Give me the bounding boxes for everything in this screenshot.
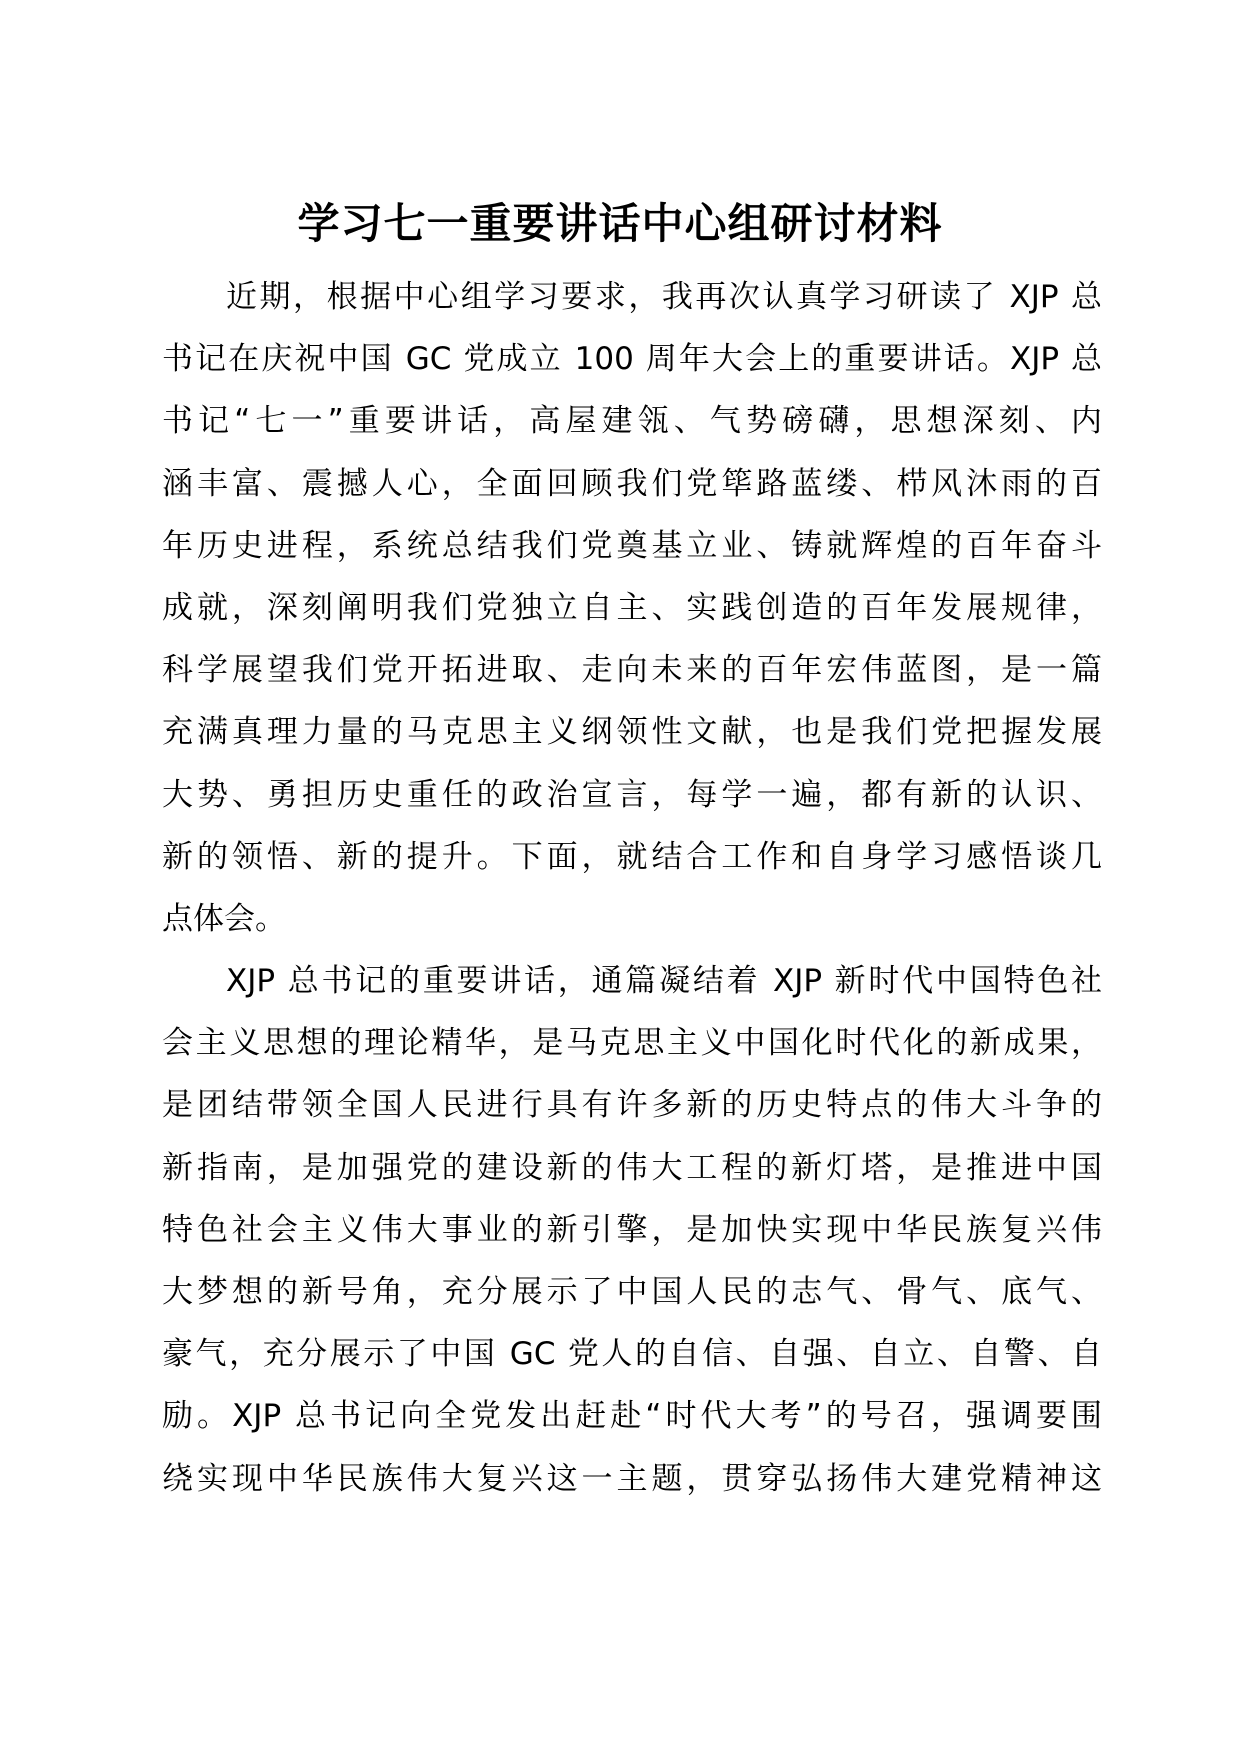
text-line: 大势、勇担历史重任的政治宣言，每学一遍，都有新的认识、 (162, 776, 1102, 813)
text-line: 新指南，是加强党的建设新的伟大工程的新灯塔，是推进中国 (162, 1149, 1102, 1186)
paragraph-2 (162, 950, 1102, 1510)
text-line: 涵丰富、震撼人心，全面回顾我们党筚路蓝缕、栉风沐雨的百 (162, 465, 1102, 502)
text-line: 会主义思想的理论精华，是马克思主义中国化时代化的新成果， (162, 1025, 1102, 1062)
text-line: 大梦想的新号角，充分展示了中国人民的志气、骨气、底气、 (162, 1274, 1102, 1310)
text-line: 新的领悟、新的提升。下面，就结合工作和自身学习感悟谈几 (162, 838, 1102, 875)
text-line: 豪气，充分展示了中国 GC 党人的自信、自强、自立、自警、自 (162, 1336, 1102, 1373)
text-line: 科学展望我们党开拓进取、走向未来的百年宏伟蓝图，是一篇 (162, 652, 1102, 689)
text-line: 书记在庆祝中国 GC 党成立 100 周年大会上的重要讲话。XJP 总 (162, 341, 1102, 378)
text-line: 是团结带领全国人民进行具有许多新的历史特点的伟大斗争的 (162, 1087, 1102, 1124)
text-line: 点体会。 (162, 900, 286, 937)
paragraph-1 (162, 266, 1102, 950)
text-line: 成就，深刻阐明我们党独立自主、实践创造的百年发展规律， (162, 589, 1102, 626)
text-line: 书记“七一”重要讲话，高屋建瓴、气势磅礴，思想深刻、内 (162, 403, 1102, 440)
text-line: 绕实现中华民族伟大复兴这一主题，贯穿弘扬伟大建党精神这 (162, 1460, 1102, 1497)
text-line: 特色社会主义伟大事业的新引擎，是加快实现中华民族复兴伟 (162, 1211, 1102, 1248)
text-line: 励。XJP 总书记向全党发出赶赴“时代大考”的号召，强调要围 (162, 1398, 1102, 1435)
text-line: 充满真理力量的马克思主义纲领性文献，也是我们党把握发展 (162, 714, 1102, 751)
text-line: XJP 总书记的重要讲话，通篇凝结着 XJP 新时代中国特色社 (226, 963, 1102, 1000)
text-line: 近期，根据中心组学习要求，我再次认真学习研读了 XJP 总 (226, 279, 1102, 315)
text-line: 年历史进程，系统总结我们党奠基立业、铸就辉煌的百年奋斗 (162, 527, 1102, 564)
document-title: 学习七一重要讲话中心组研讨材料 (297, 199, 943, 248)
document-body (162, 266, 1102, 1510)
